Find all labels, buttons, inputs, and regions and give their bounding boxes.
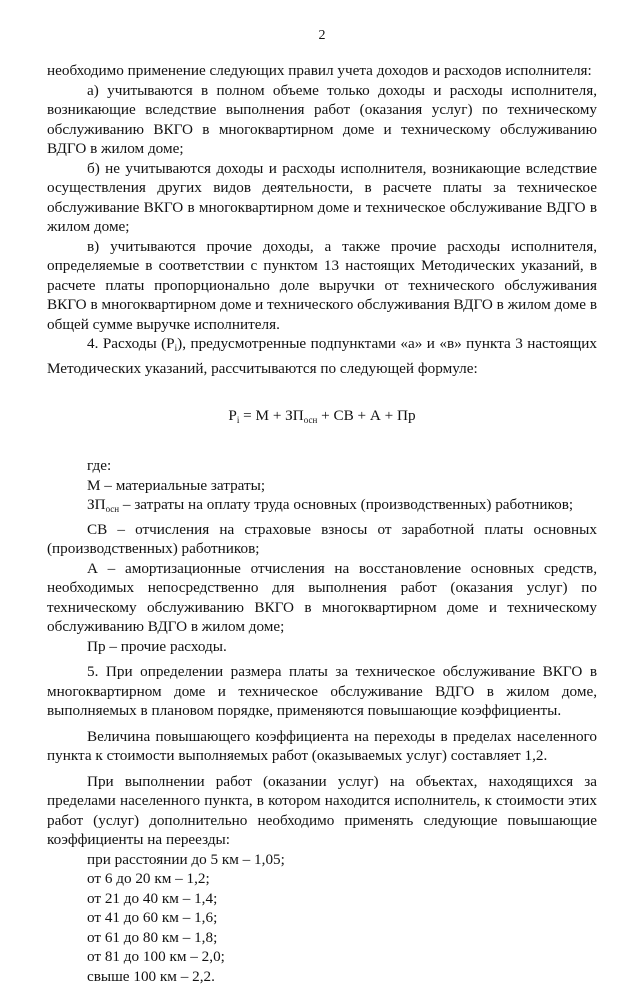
formula-mid-subscript: осн (304, 415, 318, 425)
where-zp-subscript: осн (106, 504, 120, 514)
cost-formula (47, 406, 597, 430)
paragraph-item-v: в) учитываются прочие доходы, а также прочие расходы исполнителя, определяемые в соответствии с пунктом 13 настоящих Методических указаний, в расчете платы пропорционально доле выручки от технического обслуживания ВКГО в многоквартирном доме и технического обслуживания ВДГО в жилом доме в общей сумме выручке исполнителя. (47, 237, 597, 335)
formula-lhs-subscript: i (237, 415, 240, 425)
list-item: от 41 до 60 км – 1,6; (87, 908, 597, 928)
list-item: при расстоянии до 5 км – 1,05; (87, 850, 597, 870)
list-item: от 21 до 40 км – 1,4; (87, 889, 597, 909)
where-pr: Пр – прочие расходы. (47, 637, 597, 657)
formula-mid: = М + ЗП (239, 407, 303, 424)
list-item: от 61 до 80 км – 1,8; (87, 928, 597, 948)
where-zp-text: – затраты на оплату труда основных (производственных) работников; (119, 496, 573, 513)
formula-rhs: + СВ + А + Пр (317, 407, 415, 424)
paragraph-item-a: а) учитываются в полном объеме только доходы и расходы исполнителя, возникающие вследствие выполнения работ (оказания услуг) по техническому обслуживанию ВКГО в многоквартирном доме и техническому обслуживанию ВДГО в жилом доме; (47, 81, 597, 159)
where-m: М – материальные затраты; (47, 476, 597, 496)
paragraph-5: 5. При определении размера платы за техническое обслуживание ВКГО в многоквартирном доме и техническое обслуживание ВДГО в жилом доме, выполняемых в плановом порядке, применяются повышающие коэффициенты. (47, 662, 597, 721)
paragraph-4-end: ), предусмотренные подпунктами «а» и «в» пункта 3 настоящих Методических указаний, рассчитываются по следующей формуле: (47, 335, 597, 377)
formula-lhs: P (228, 407, 236, 424)
list-item: от 81 до 100 км – 2,0; (87, 947, 597, 967)
paragraph-4-subscript: i (175, 343, 178, 353)
paragraph-4 (47, 334, 597, 378)
where-zp-symbol: ЗП (87, 496, 106, 513)
paragraph-outside: При выполнении работ (оказании услуг) на объектах, находящихся за пределами населенного пункта, в котором находится исполнитель, к стоимости этих работ (услуг) дополнительно необходимо применять следующие повышающие коэффициенты на переезды: (47, 772, 597, 850)
paragraph-intro: необходимо применение следующих правил учета доходов и расходов исполнителя: (47, 61, 597, 81)
page-number: 2 (47, 28, 597, 44)
list-item: свыше 100 км – 2,2. (87, 967, 597, 986)
where-a: А – амортизационные отчисления на восстановление основных средств, необходимых непосредственно для выполнения работ (оказания услуг) по техническому обслуживанию ВКГО в многоквартирном доме и техническому обслуживанию ВДГО в жилом доме; (47, 559, 597, 637)
paragraph-coefficient: Величина повышающего коэффициента на переходы в пределах населенного пункта к стоимости выполняемых работ (оказываемых услуг) составляет 1,2. (47, 727, 597, 766)
where-sv: СВ – отчисления на страховые взносы от заработной платы основных (производственных) работников; (47, 520, 597, 559)
paragraph-item-b: б) не учитываются доходы и расходы исполнителя, возникающие вследствие осуществления других видов деятельности, в расчете платы за техническое обслуживание ВКГО в многоквартирном доме и техническое обслуживание ВДГО в жилом доме; (47, 159, 597, 237)
where-zp (47, 495, 597, 520)
where-label: где: (47, 456, 597, 476)
list-item: от 6 до 20 км – 1,2; (87, 869, 597, 889)
coefficient-list (47, 850, 597, 986)
paragraph-4-start: 4. Расходы (Р (87, 335, 175, 352)
